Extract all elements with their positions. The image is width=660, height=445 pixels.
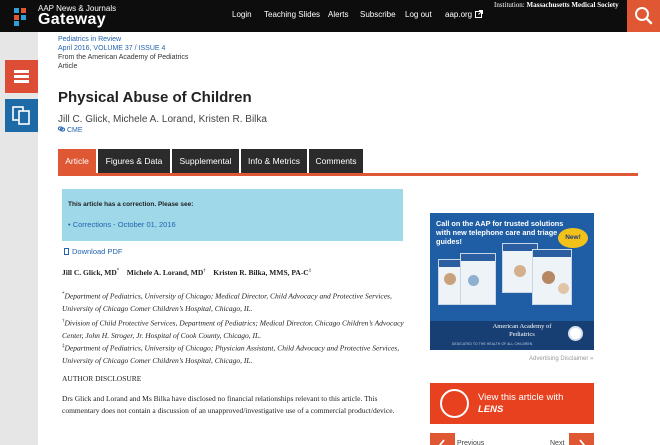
lens-label: View this article with LENS xyxy=(478,392,564,415)
split-view-icon xyxy=(5,99,38,132)
nav-teaching-slides[interactable]: Teaching Slides xyxy=(264,10,321,19)
download-pdf-link[interactable]: Download PDF xyxy=(64,247,122,256)
aap-seal-icon xyxy=(568,326,583,341)
byline: Jill C. Glick, MD* Michele A. Lorand, MD† Kristen R. Bilka, MMS, PA-C‡ xyxy=(62,268,312,277)
logo-squares-icon xyxy=(14,8,34,26)
lens-icon xyxy=(440,389,469,418)
ad-new-badge: New! xyxy=(558,228,588,248)
advertisement[interactable] xyxy=(430,213,594,350)
external-link-icon xyxy=(475,10,483,18)
ad-org-name: American Academy of Pediatrics xyxy=(492,323,552,338)
issue-link[interactable]: April 2016, VOLUME 37 / ISSUE 4 xyxy=(58,45,166,52)
disclosure-heading: AUTHOR DISCLOSURE xyxy=(62,374,142,383)
nav-aap-org[interactable] xyxy=(445,10,483,19)
chevron-left-icon xyxy=(430,436,455,445)
page-title: Physical Abuse of Children xyxy=(58,89,252,106)
ad-photo xyxy=(514,265,526,277)
lens-button[interactable] xyxy=(430,383,594,424)
article-source: From the American Academy of Pediatrics xyxy=(58,54,189,61)
correction-notice xyxy=(62,189,403,241)
search-button[interactable] xyxy=(627,0,660,32)
disclosure-text: Drs Glick and Lorand and Ms Bilka have disclosed no financial relationships relevant to this article. This commentary does not contain a discussion of an unapproved/investigative use of a commercial product/device. xyxy=(62,394,395,415)
ad-headline: Call on the AAP for trusted solutions with new telephone care and triage guides! xyxy=(436,219,564,246)
chevron-right-icon xyxy=(569,436,594,445)
article-type: Article xyxy=(58,63,78,70)
menu-button[interactable] xyxy=(5,60,38,93)
logo-subtitle: AAP News & Journals xyxy=(38,4,117,13)
nav-login[interactable]: Login xyxy=(232,10,252,19)
link-icon xyxy=(58,126,65,132)
correction-heading: This article has a correction. Please see: xyxy=(68,201,194,208)
hamburger-icon xyxy=(5,60,38,93)
cme-label: CME xyxy=(66,127,83,134)
tab-figures-data[interactable]: Figures & Data xyxy=(98,149,170,173)
nav-subscribe[interactable]: Subscribe xyxy=(360,10,396,19)
split-view-button[interactable] xyxy=(5,99,38,132)
logo-title: Gateway xyxy=(38,11,106,28)
ad-photo xyxy=(542,271,555,284)
pdf-icon xyxy=(64,248,69,255)
tab-info-metrics[interactable]: Info & Metrics xyxy=(241,149,307,173)
previous-button[interactable] xyxy=(430,433,455,445)
ad-tagline: DEDICATED TO THE HEALTH OF ALL CHILDREN xyxy=(452,342,533,346)
journal-link[interactable]: Pediatrics in Review xyxy=(58,36,122,43)
author-list: Jill C. Glick, Michele A. Lorand, Kristen R. Bilka xyxy=(58,114,267,125)
advertising-disclaimer-link[interactable]: Advertising Disclaimer » xyxy=(529,356,594,362)
nav-logout[interactable]: Log out xyxy=(405,10,432,19)
institution-label: Institution: Massachusetts Medical Society xyxy=(494,1,619,9)
next-button[interactable] xyxy=(569,433,594,445)
tab-underline xyxy=(58,173,638,176)
ad-photo xyxy=(468,275,479,286)
tab-comments[interactable]: Comments xyxy=(309,149,363,173)
gateway-logo[interactable] xyxy=(14,3,117,29)
correction-link[interactable]: • Corrections - October 01, 2016 xyxy=(68,220,176,229)
tab-article[interactable]: Article xyxy=(58,149,96,173)
next-label[interactable]: Next xyxy=(550,440,565,445)
top-bar xyxy=(0,0,660,32)
ad-photo xyxy=(558,283,569,294)
nav-alerts[interactable]: Alerts xyxy=(328,10,349,19)
search-icon xyxy=(627,0,660,32)
previous-label[interactable]: Previous xyxy=(457,440,485,445)
institution-name: Massachusetts Medical Society xyxy=(526,1,619,9)
tab-supplemental[interactable]: Supplemental xyxy=(172,149,239,173)
ad-photo xyxy=(444,273,456,285)
nav-aap-org-label: aap.org xyxy=(445,10,473,19)
affiliation-1: *Department of Pediatrics, University of Chicago; Medical Director, Child Advocacy and Protective Services, University of Chicago Comer Children’s Hospital, Chicago, IL. xyxy=(62,291,392,313)
cme-link[interactable] xyxy=(58,126,83,134)
affiliation-3: ‡Department of Pediatrics, University of Chicago; Physician Assistant, Child Advocacy and Protective Services, University of Chicago Comer Children’s Hospital, Chicago, IL. xyxy=(62,343,400,365)
affiliation-2: †Division of Child Protective Services, Department of Pediatrics; Medical Director, Chicago Children’s Advocacy Center, John H. Stroger, Jr. Hospital of Cook County, Chicago, IL. xyxy=(62,318,404,340)
